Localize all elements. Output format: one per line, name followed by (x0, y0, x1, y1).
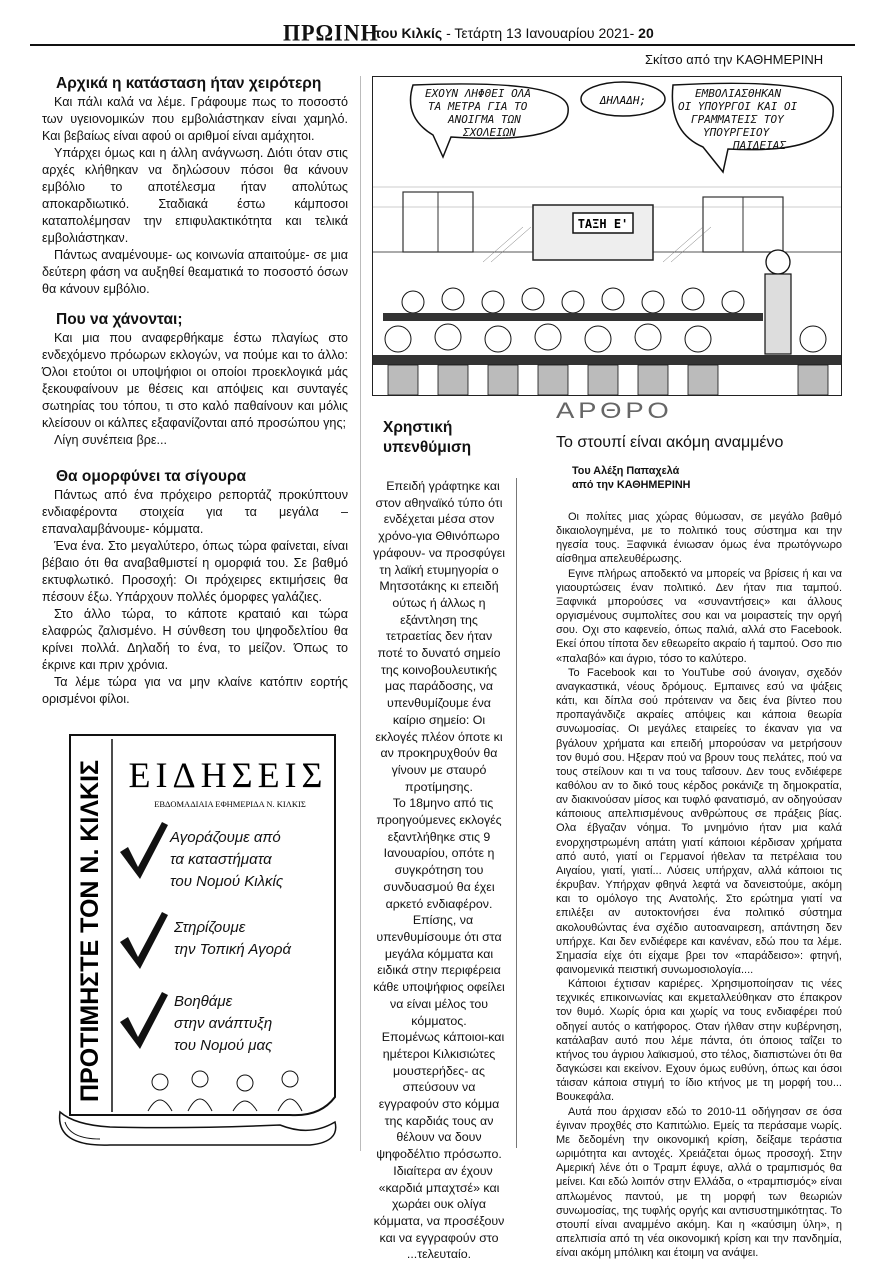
bubble-3-line: ΟΙ ΥΠΟΥΡΓΟΙ ΚΑΙ ΟΙ (678, 100, 798, 113)
section-3-title: Θα ομορφύνει τα σίγουρα (56, 468, 247, 485)
bubble-3-line: ΠΑΙΔΕΙΑΣ (733, 139, 786, 152)
class-sign: ΤΑΞΗ Ε' (577, 217, 629, 231)
byline-author: Του Αλέξη Παπαχελά (572, 465, 680, 477)
section-2-paragraph: Και μια που αναφερθήκαμε έστω πλαγίως στο ενδεχόμενο πρόωρων εκλογών, να πούμε και το άλλο: Όλοι ετούτοι οι υποψήφιοι οι οποίοι προεκλογικά μάς ξεκουφαίνουν με θέσεις και απόψεις και συνταγές σωτηρίας του τόπου, τι στο καλό παθαίνουν και μόλις κλείσουν οι κάλπες εξαφανίζονται από προσώπου γης; (42, 331, 348, 430)
section-2-title: Που να χάνονται; (56, 311, 183, 328)
ad-drawing (50, 727, 345, 1152)
section-1-title: Αρχικά η κατάσταση ήταν χειρότερη (56, 75, 322, 92)
section-3-paragraph: Πάντως από ένα πρόχειρο ρεπορτάζ προκύπτουν ενδιαφέροντα στοιχεία για τα μεγάλα – επαναλαμβάνουμε- κόμματα. (42, 488, 348, 536)
article-paragraph: Το Facebook και το YouTube σού άνοιγαν, σχεδόν αναγκαστικά, νέους δρόμους. Εμπαινες εσύ να ψάξεις κάτι, και δίπλα σού πρότειναν να δεις ένα βίντεο που προπαγάνδιζε ακραίες απόψεις και κάποια θεωρία συνωμοσίας. Οι μεγάλες εταιρείες το έκαναν για να βγάλουν χρήματα και επειδή μπορούσαν να μετρήσουν τον θυμό σου. Ηξεραν πού να βρουν τους πελάτες, πού να τους στείλουν και τι να τους ταΐσουν. Δεν τους ενδιέφερε καθόλου αν το δικό τους κέρδος ροκάνιζε τη δημοκρατία, αν διακινούσαν μίσος και τυφλό φανατισμό, αν οδηγούσαν κάποιους απελπισμένους ανθρώπους σε πράξεις βίας. Ολα έβγαζαν νόημα. Το μνημόνιο ήταν μια καλά ενορχηστρωμένη απάτη γιατί κάποιοι κέρδισαν χρήματα από αυτό, γιατί οι Γερμανοί ήθελαν τα πετρέλαια του Αιγαίου, γιατί, γιατί... Λύσεις υπήρχαν, αλλά κάποιοι τις έκρυβαν. Υπήρχαν φθηνά λεφτά να δανειστούμε, ακόμη και το ομόλογο της Ανατολής. Στο ερώτημα γιατί να επιλέξει αν αυτοκτονήσει ένα πολιτικό σύστημα ακολουθώντας ένα σχέδιο αυτοαναιρεση, απάντηση δεν υπήρχε. Και δεν ενδιέφερε και κανέναν, εδώ που τα λέμε. Σημασία είχε ότι είχαμε βρει τον «παράδεισο»: φτηνή, φαινομενικά πειστική συνωμοσιολογία.... (556, 666, 842, 976)
section-2-paragraph: Λίγη συνέπεια βρε... (54, 433, 167, 447)
article-kicker-text: ΑΡΘΡΟ (556, 398, 673, 423)
ad-item-line: Βοηθάμε (174, 993, 233, 1010)
middle-paragraph: Επίσης, να υπενθυμίσουμε ότι στα μεγάλα κόμματα και ειδικά στην περιφέρεια κάθε υποψήφιος οφείλει να είναι μέλος του κόμματος. (373, 913, 505, 1028)
article-title: Το στουπί είναι ακόμη αναμμένο (556, 434, 784, 451)
advertisement (50, 727, 345, 1152)
page-number: 20 (638, 25, 654, 41)
column-divider (516, 478, 517, 1148)
byline-source: από την ΚΑΘΗΜΕΡΙΝΗ (572, 479, 691, 491)
article-paragraph: Εγινε πλήρως αποδεκτό να μπορείς να βρίσεις ή και να γιαουρτώσεις έναν πολιτικό. Δεν ήταν πια ταμπού. Ξαφνικά μπορούσες να «συναντήσεις» και άλλους οργισμένους συμπολίτες σου και να μοιραστείς την οργή σου. Οχι στο καφενείο, όπως παλιά, αλλά στο Facebook. Εκεί όπου τίποτα δεν εθεωρείτο ακραίο ή ταμπού. Οσο πιο «παλαβό» και άγριο, τόσο το καλύτερο. (556, 567, 842, 665)
bubble-1-line: ΣΧΟΛΕΙΩΝ (463, 126, 516, 139)
bubble-1-line: ΑΝΟΙΓΜΑ ΤΩΝ (448, 113, 521, 126)
bubble-3-line: ΥΠΟΥΡΓΕΙΟΥ (703, 126, 770, 139)
ad-item-line: τα καταστήματα (170, 851, 272, 868)
cartoon-drawing (373, 77, 841, 395)
article-body (556, 510, 842, 1260)
ad-subtitle: ΕΒΔΟΜΑΔΙΑΙΑ ΕΦΗΜΕΡΙΔΑ Ν. ΚΙΛΚΙΣ (154, 799, 306, 809)
editorial-cartoon (372, 76, 842, 396)
masthead: ΠΡΩΙΝΗ (283, 19, 379, 46)
ad-side-text: ΠΡΟΤΙΜΗΣΤΕ ΤΟΝ Ν. ΚΙΛΚΙΣ (76, 759, 104, 1102)
ad-item-line: Στηρίζουμε (174, 919, 246, 936)
section-1-paragraph: Και πάλι καλά να λέμε. Γράφουμε πως το ποσοστό των υγειονομικών που εμβολιάστηκαν είναι χαμηλό. Και βεβαίως είναι αφού οι αριθμοί είναι αμάχητοι. (42, 95, 348, 143)
middle-title: Χρηστική υπενθύμιση (383, 419, 472, 456)
section-1-paragraph: Υπάρχει όμως και η άλλη ανάγνωση. Διότι όταν στις αρχές κλήθηκαν να δηλώσουν πόσοι θα κάνουν εμβόλιο το αποτέλεσμα ήταν απολύτως αποκαρδιωτικό. Σταδιακά έστω κάμποσοι καταπολέμησαν την επιφυλακτικότητα και τελικά εμβολιάστηκαν. (42, 146, 348, 245)
bubble-1-line: ΕΧΟΥΝ ΛΗΦΘΕΙ ΟΛΑ (425, 87, 531, 100)
article-paragraph: Οι πολίτες μιας χώρας θύμωσαν, σε μεγάλο βαθμό δικαιολογημένα, με το πολιτικό τους σύστημα και την ηγεσία τους. Ξαφνικά ένιωσαν όμως ένα πρωτόγνωρο αίσθημα απελευθέρωσης. (556, 511, 842, 566)
middle-paragraph: Το 18μηνο από τις προηγούμενες εκλογές εξαντλήθηκε στις 9 Ιανουαρίου, οπότε η συγκρότηση του συνδυασμού θα έχει αρκετό ενδιαφέρον. (376, 796, 502, 911)
article-kicker (556, 398, 673, 424)
column-divider (360, 76, 361, 1151)
bubble-3-line: ΓΡΑΜΜΑΤΕΙΣ ΤΟΥ (691, 113, 784, 126)
ad-item-line: Αγοράζουμε από (170, 829, 281, 846)
sketch-credit: Σκίτσο από την ΚΑΘΗΜΕΡΙΝΗ (645, 52, 824, 67)
middle-column (372, 478, 506, 1263)
section-1-paragraph: Πάντως αναμένουμε- ως κοινωνία απαιτούμε- σε μια δεύτερη φάση να αυξηθεί θεαματικά το ποσοστό όσων θα κάνουν εμβόλιο. (42, 248, 348, 296)
middle-paragraph: Επειδή γράφτηκε και στον αθηναϊκό τύπο ότι ενδέχεται μέσα στον χρόνο-για Θθινόπωρο γράφουν- να προσφύγει τη λαϊκή ετυμηγορία ο Μητσοτάκης κι επειδή ούτως ή άλλως η εξάντληση της τετραετίας δεν ήταν ποτέ το δυνατό σημείο της κοινοβουλευτικής μας παράδοσης, να υπενθυμίζουμε ένα καίριο σημείο: Οι εκλογές πλέον όποτε κι αν προκηρυχθούν θα γίνουν με σταυρό προτίμησης. (372, 479, 506, 794)
bubble-1-line: ΤΑ ΜΕΤΡΑ ΓΙΑ ΤΟ (428, 100, 528, 113)
middle-paragraph: Ιδιαίτερα αν έχουν «καρδιά μπαχτσέ» και χωράει ουκ ολίγα κόμματα, να προσέξουν και να εγγραφούν στο ...τελευταίο. (373, 1163, 505, 1262)
header-info (375, 25, 654, 41)
bubble-3-line: ΕΜΒΟΛΙΑΣΘΗΚΑΝ (695, 87, 782, 100)
middle-paragraph: Επομένως κάποιοι-και ημέτεροι Κιλκισιώτες μουστερήδες- ας σπεύσουν να εγγραφούν στο κόμμα της καρδιάς τους αν θέλουν να δουν ψηφοδέλτιο πρόσωπο. (376, 1030, 505, 1162)
section-3-paragraph: Τα λέμε τώρα για να μην κλαίνε κατόπιν εορτής ορισμένοι φίλοι. (42, 675, 348, 706)
bubble-2: ΔΗΛΑΔΗ; (599, 94, 647, 107)
article-paragraph: Αυτά που άρχισαν εδώ το 2010-11 οδήγησαν σε όσα έγιναν προχθές στο Καπιτώλιο. Εμείς τα περάσαμε νωρίς. Με δεδομένη την οικονομική κρίση, δείξαμε τεράστια ωριμότητα και αντοχές. Χρειάζεται όμως προσοχή. Στην Αμερική λένε ότι ο Τραμπ έφυγε, αλλά ο τραμπισμός θα μείνει. Και εδώ λοιπόν στην Ελλάδα, ο «τραμπισμός» είναι απλωμένος παντού, με τη μορφή των θεωριών συνωμοσίας, της τυφλής οργής και αντισυστημικότητας. Το στουπί είναι αναμμένο ακόμη. Και η «καύσιμη ύλη», η απελπισία από τη νέα οικονομική κρίση και την πανδημία, είναι ακόμη μπόλικη και έτοιμη να ανάψει. (556, 1105, 842, 1260)
left-column (42, 74, 348, 708)
ad-item-line: την Τοπική Αγορά (174, 941, 292, 958)
ad-item-line: του Νομού μας (174, 1037, 273, 1054)
ad-title: ΕΙΔΗΣΕΙΣ (128, 755, 328, 795)
section-3-paragraph: Στο άλλο τώρα, το κάποτε κραταιό και τώρα ελαφρώς ζαλισμένο. Η σύνθεση του ψηφοδελτίου θα κρίνει πολλά. Δηλαδή το ένα, το μείζον. Όπως το έκρινε και πριν χρόνια. (42, 607, 348, 672)
header-date: - Τετάρτη 13 Ιανουαρίου 2021- (446, 25, 635, 41)
page-header (30, 14, 855, 46)
ad-item-line: στην ανάπτυξη (174, 1015, 273, 1032)
section-3-paragraph: Ένα ένα. Στο μεγαλύτερο, όπως τώρα φαίνεται, είναι βέβαιο ότι θα αναβαθμιστεί η ομορφιά του. Σε βαθμό εκτυφλωτικό. Προσοχή: Οι πρόχειρες εκτιμήσεις θα πέσουν έξω. Υπάρχουν πολλές όμορφες γαλάζιες. (42, 539, 348, 604)
article-byline (572, 464, 690, 492)
ad-item-line: του Νομού Κιλκίς (170, 873, 284, 890)
article-paragraph: Κάποιοι έχτισαν καριέρες. Χρησιμοποίησαν τις νέες τεχνικές επικοινωνίας και εκμεταλλεύθηκαν στο έπακρον τον θυμό. Χωρίς όρια και χωρίς να τους ενδιαφέρει πού οδηγεί αυτός ο κατήφορος. Οταν ήλθαν στην κυβέρνηση, κατάλαβαν αυτό που λέμε πάντα, ότι όποιος ταΐζει το κτήνος του άγριου λαϊκισμού, στο τέλος, διαπιστώνει ότι θα δαγκώσει και εκείνον. Εχουν όμως ευθύνη, όπως και όσοι τάισαν κάποια στιγμή το ίδιο κτήνος με τη μορφή του... Βουκεφάλα. (556, 978, 842, 1104)
header-city: του Κιλκίς (375, 25, 443, 41)
